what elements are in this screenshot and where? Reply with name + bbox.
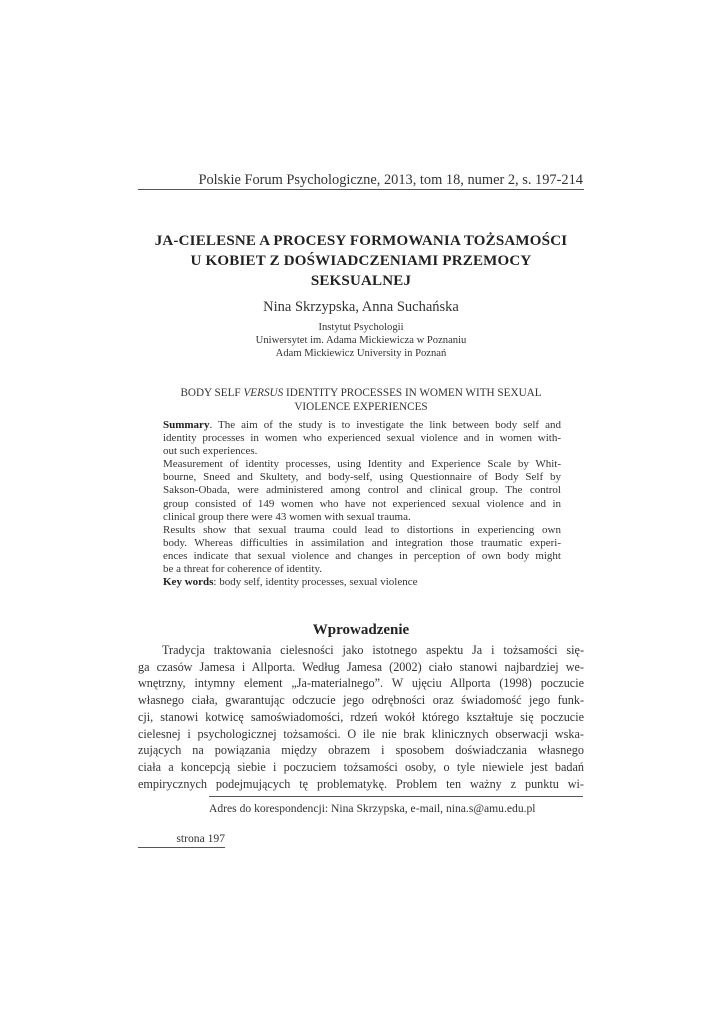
running-head: Polskie Forum Psychologiczne, 2013, tom 18, numer 2, s. 197-214 [198, 172, 583, 188]
page-number: strona 197 [176, 832, 225, 845]
affiliation [138, 321, 584, 361]
abstract-line: out such experiences. [163, 445, 258, 458]
abstract [163, 419, 561, 589]
affiliation-line: Instytut Psychologii [318, 322, 404, 333]
body-line: cielesnej i psychologicznej tożsamości. O ile nie brak klinicznych obserwacji wska- [138, 726, 584, 741]
abstract-line [163, 419, 561, 432]
abstract-line: bourne, Sneed and Skultety, and body-self, using Questionnaire of Body Self by [163, 471, 561, 484]
abstract-line: ences indicate that sexual violence and changes in perception of own body might [163, 549, 561, 562]
body-line: cji, stanowi kotwicę samoświadomości, rdzeń wokół którego kształtuje się poczucie [138, 709, 584, 724]
english-title-line: VIOLENCE EXPERIENCES [294, 400, 428, 413]
body-line: wnętrzny, intymny element „Ja-materialnego”. W ujęciu Allporta (1998) poczucie [138, 676, 584, 691]
keywords-text: : body self, identity processes, sexual violence [213, 576, 418, 589]
english-title-text: IDENTITY PROCESSES IN WOMEN WITH SEXUAL [283, 387, 542, 399]
english-title-text: BODY SELF [180, 387, 244, 399]
summary-label: Summary [163, 419, 210, 431]
body-line: ga czasów Jamesa i Allporta. Według Jamesa (2002) ciało stanowi najbardziej we- [138, 659, 584, 674]
abstract-line: body. Whereas difficulties in assimilation and integration those traumatic experi- [163, 536, 561, 549]
body-text [138, 642, 584, 792]
title-line: U KOBIET Z DOŚWIADCZENIAMI PRZEMOCY [190, 253, 532, 269]
abstract-line: Measurement of identity processes, using Identity and Experience Scale by Whit- [163, 458, 561, 471]
article-title [138, 231, 584, 291]
english-title-italic: VERSUS [243, 387, 284, 399]
title-line: SEKSUALNEJ [310, 273, 412, 289]
body-line: empirycznych podejmujących tę problematykę. Problem ten ważny z punktu wi- [138, 776, 584, 791]
abstract-line: identity processes in women who experienced sexual violence and in women with- [163, 432, 561, 445]
abstract-line: Sakson-Obada, were administered among control and clinical group. The control [163, 484, 561, 497]
section-heading: Wprowadzenie [312, 622, 410, 638]
affiliation-line: Uniwersytet im. Adama Mickiewicza w Poznaniu [255, 335, 467, 347]
body-line: własnego ciała, gwarantując odczucie jego odrębności oraz świadomość jego funk- [138, 693, 584, 708]
english-title-line [138, 387, 584, 401]
abstract-line: Results show that sexual trauma could lead to distortions in experiencing own [163, 523, 561, 536]
body-line: Tradycja traktowania cielesności jako istotnego aspektu Ja i tożsamości się- [162, 643, 584, 657]
correspondence-footnote: Adres do korespondencji: Nina Skrzypska, e-mail, nina.s@amu.edu.pl [209, 802, 536, 815]
header-rule [138, 189, 584, 190]
footnote-rule [209, 796, 583, 797]
keywords-label: Key words [163, 576, 214, 589]
summary-text: . The aim of the study is to investigate the link between body self and [209, 419, 561, 431]
abstract-line: be a threat for coherence of identity. [163, 563, 323, 576]
title-line: JA-CIELESNE A PROCESY FORMOWANIA TOŻSAMOŚCI [154, 233, 568, 249]
affiliation-line: Adam Mickiewicz University in Poznań [275, 348, 447, 360]
page-number-rule [138, 847, 225, 848]
keywords-line [163, 576, 561, 589]
english-title [138, 387, 584, 414]
body-line: zujących na powiązania między obrazem i sposobem doświadczania własnego [138, 743, 584, 758]
body-line: ciała a koncepcją siebie i poczuciem tożsamości osoby, o tyle niewiele jest badań [138, 759, 584, 774]
abstract-line: clinical group there were 43 women with sexual trauma. [163, 510, 411, 523]
abstract-line: group consisted of 149 women who have not experienced sexual violence and in [163, 497, 561, 510]
authors: Nina Skrzypska, Anna Suchańska [263, 299, 459, 315]
